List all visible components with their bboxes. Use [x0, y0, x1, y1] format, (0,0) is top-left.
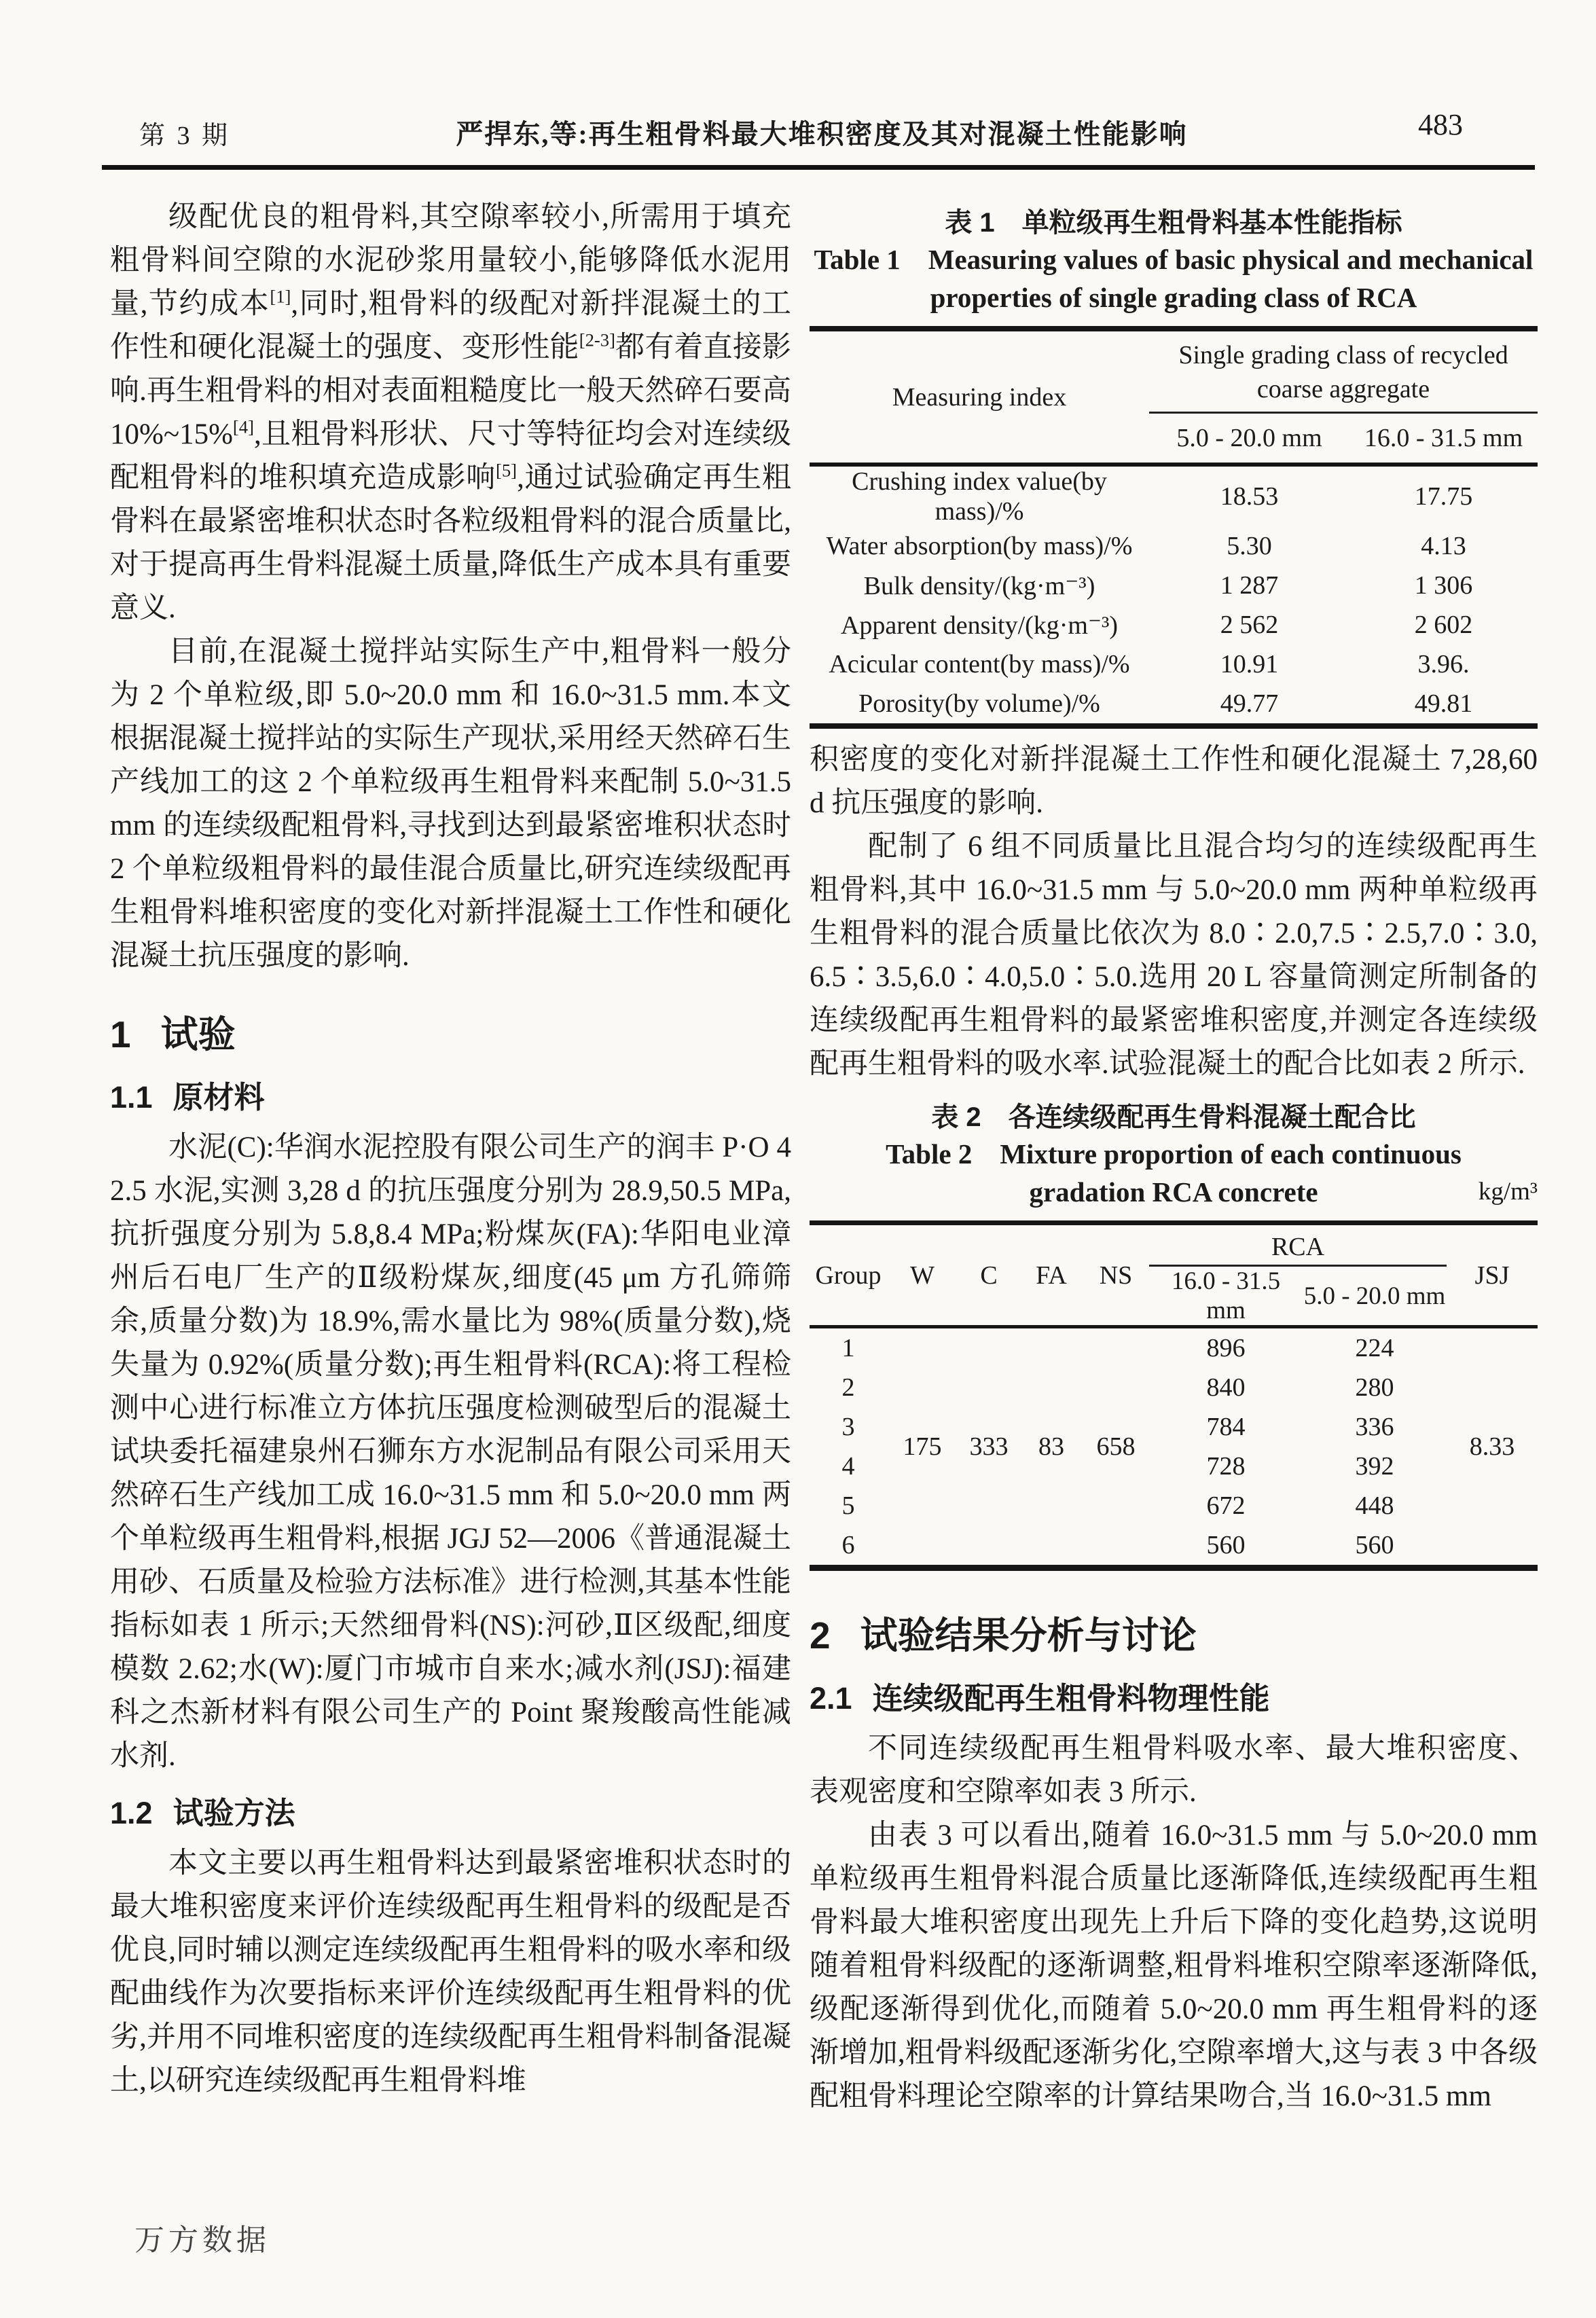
table2-caption-en-line1: Table 2 Mixture proportion of each continuous — [886, 1138, 1462, 1170]
table-cell-shared-ns: 658 — [1096, 1432, 1136, 1461]
section-2-heading — [810, 1614, 1538, 1656]
table-cell-rca1: 896 — [1206, 1334, 1246, 1362]
paragraph-continuation: 积密度的变化对新拌混凝土工作性和硬化混凝土 7,28,60 d 抗压强度的影响. — [810, 744, 1538, 819]
section-title: 原材料 — [173, 1080, 265, 1115]
table-cell-rca2: 560 — [1355, 1531, 1394, 1559]
section-2-1-heading — [810, 1680, 1538, 1718]
table-cell-value: 5.30 — [1227, 532, 1272, 560]
table-cell-rca1: 672 — [1206, 1491, 1246, 1520]
table2-header-rca: RCA — [1149, 1223, 1447, 1266]
table1-header — [810, 329, 1538, 465]
table1-header-group: Single grading class of recycled coarse aggregate — [1149, 329, 1538, 413]
table1-subheader-col1: 5.0 - 20.0 mm — [1176, 424, 1322, 452]
paragraph-intro-2: 目前,在混凝土搅拌站实际生产中,粗骨料一般分为 2 个单粒级,即 5.0~20.0 mm 和 16.0~31.5 mm.本文根据混凝土搅拌站的实际生产现状,采用经天然碎石生产线加工的这 2 个单粒级再生粗骨料来配制 5.0~31.5 mm 的连续级配粗骨料,寻找到达到最紧密堆积状态时 2 个单粒级粗骨料的最佳混合质量比,研究连续级配再生粗骨料堆积密度的变化对新拌混凝土工作性和硬化混凝土抗压强度的影响. — [110, 636, 791, 972]
section-1-heading — [110, 1013, 791, 1055]
table-cell-rca1: 840 — [1206, 1373, 1246, 1402]
wanfang-watermark: 万方数据 — [134, 2224, 270, 2257]
table-cell-label: Apparent density/(kg·m⁻³) — [840, 611, 1119, 640]
section-title: 试验结果分析与讨论 — [860, 1614, 1197, 1656]
table-cell-rca2: 448 — [1355, 1491, 1394, 1520]
table-cell-value: 2 602 — [1414, 611, 1473, 639]
table1-caption-zh: 表 1 单粒级再生粗骨料基本性能指标 — [945, 208, 1402, 238]
running-title: 严捍东,等:再生粗骨料最大堆积密度及其对混凝土性能影响 — [456, 119, 1188, 149]
section-title: 连续级配再生粗骨料物理性能 — [872, 1681, 1270, 1716]
table-cell-rca1: 728 — [1206, 1452, 1246, 1481]
table2-unit: kg/m³ — [1478, 1178, 1538, 1206]
journal-issue: 第 3 期 — [139, 122, 231, 150]
section-title: 试验 — [160, 1013, 236, 1055]
table-cell-value: 49.77 — [1220, 689, 1279, 718]
table1-caption-en-line2: properties of single grading class of RCA — [930, 282, 1417, 313]
header-rule — [102, 165, 1535, 170]
table2 — [810, 1220, 1538, 1571]
table-row — [810, 566, 1538, 605]
table-row — [810, 1327, 1538, 1369]
table2-subheader-col1: 16.0 - 31.5 mm — [1171, 1267, 1281, 1324]
table-cell-value: 49.81 — [1414, 689, 1473, 718]
table-cell-group: 1 — [841, 1334, 855, 1362]
table2-header-group: Group — [815, 1261, 882, 1290]
table-cell-group: 4 — [841, 1452, 855, 1481]
table-row — [810, 465, 1538, 526]
section-number: 2 — [810, 1614, 831, 1656]
table2-header-ns: NS — [1099, 1261, 1133, 1290]
table-cell-rca2: 280 — [1355, 1373, 1394, 1402]
table-row — [810, 684, 1538, 726]
section-number: 1 — [110, 1013, 131, 1055]
table-cell-value: 4.13 — [1421, 532, 1466, 560]
table2-header-w: W — [910, 1261, 935, 1290]
paragraph-results-2: 由表 3 可以看出,随着 16.0~31.5 mm 与 5.0~20.0 mm 单粒级再生粗骨料混合质量比逐渐降低,连续级配再生粗骨料最大堆积密度出现先上升后下降的变化趋势,这说明随着粗骨料级配的逐渐调整,粗骨料堆积空隙率逐渐降低,级配逐渐得到优化,而随着 5.0~20.0 mm 再生粗骨料的逐渐增加,粗骨料级配逐渐劣化,空隙率增大,这与表 3 中各级配粗骨料理论空隙率的计算结果吻合,当 16.0~31.5 mm — [810, 1819, 1538, 2112]
table1-caption-en-line1: Table 1 Measuring values of basic physical and mechanical — [814, 244, 1534, 275]
right-column — [810, 201, 1538, 2118]
table2-caption-zh: 表 2 各连续级配再生骨料混凝土配合比 — [931, 1102, 1416, 1132]
table-cell-group: 6 — [841, 1531, 855, 1559]
section-1-1-heading — [110, 1079, 791, 1117]
table1-caption-en — [810, 240, 1538, 316]
section-1-2-heading — [110, 1794, 791, 1832]
table-cell-value: 1 287 — [1220, 571, 1279, 600]
table2-header-fa: FA — [1036, 1261, 1067, 1290]
table-cell-shared-jsj: 8.33 — [1469, 1432, 1515, 1461]
section-number: 1.2 — [110, 1796, 153, 1830]
paragraph-mix-ratios: 配制了 6 组不同质量比且混合均匀的连续级配再生粗骨料,其中 16.0~31.5 mm 与 5.0~20.0 mm 两种单粒级再生粗骨料的混合质量比依次为 8.0∶2.0,7.5∶2.5,7.0∶3.0,6.5∶3.5,6.0∶4.0,5.0∶5.0.选用 20 L 容量筒测定所制备的连续级配再生粗骨料的最紧密堆积密度,并测定各连续级配再生粗骨料的吸水率.试验混凝土的配合比如表 2 所示. — [810, 831, 1538, 1080]
table1-header-index: Measuring index — [892, 382, 1067, 412]
table1-subheader-col2: 16.0 - 31.5 mm — [1364, 424, 1523, 452]
section-title: 试验方法 — [173, 1796, 295, 1830]
table-cell-shared-fa: 83 — [1038, 1432, 1064, 1461]
table-cell-label: Crushing index value(by mass)/% — [852, 467, 1107, 526]
table-cell-rca1: 560 — [1206, 1531, 1246, 1559]
table-cell-group: 3 — [841, 1413, 855, 1441]
page-number: 483 — [1418, 108, 1463, 141]
table2-caption-en — [810, 1135, 1538, 1211]
left-column — [110, 196, 791, 2103]
table-cell-value: 2 562 — [1220, 611, 1279, 639]
table-cell-label: Porosity(by volume)/% — [858, 689, 1100, 718]
table-cell-value: 3.96. — [1417, 650, 1470, 678]
table-cell-group: 5 — [841, 1491, 855, 1520]
table-cell-group: 2 — [841, 1373, 855, 1402]
paragraph-results-1: 不同连续级配再生粗骨料吸水率、最大堆积密度、表观密度和空隙率如表 3 所示. — [810, 1733, 1538, 1808]
table-cell-value: 10.91 — [1220, 650, 1279, 678]
paragraph-method: 本文主要以再生粗骨料达到最紧密堆积状态时的最大堆积密度来评价连续级配再生粗骨料的级配是否优良,同时辅以测定连续级配再生粗骨料的吸水率和级配曲线作为次要指标来评价连续级配再生粗骨料的优劣,并用不同堆积密度的连续级配再生粗骨料制备混凝土,以研究连续级配再生粗骨料堆 — [110, 1847, 791, 2097]
table-cell-shared-w: 175 — [903, 1432, 942, 1461]
section-number: 1.1 — [110, 1080, 153, 1115]
table-cell-label: Bulk density/(kg·m⁻³) — [863, 571, 1095, 600]
table-cell-value: 1 306 — [1414, 571, 1473, 600]
table2-header — [810, 1223, 1538, 1327]
table-cell-rca1: 784 — [1206, 1413, 1246, 1441]
section-number: 2.1 — [810, 1681, 852, 1716]
table2-caption-en-line2: gradation RCA concrete — [1029, 1176, 1318, 1208]
table-row — [810, 645, 1538, 684]
table2-header-c: C — [980, 1261, 998, 1290]
table-cell-label: Water absorption(by mass)/% — [826, 532, 1133, 560]
table-row — [810, 605, 1538, 645]
table-cell-shared-c: 333 — [969, 1432, 1009, 1461]
paragraph-intro-1: 级配优良的粗骨料,其空隙率较小,所需用于填充粗骨料间空隙的水泥砂浆用量较小,能够降低水泥用量,节约成本[1],同时,粗骨料的级配对新拌混凝土的工作性和硬化混凝土的强度、变形性能[2-3]都有着直接影响.再生粗骨料的相对表面粗糙度比一般天然碎石要高 10%~15%[4],且粗骨料形状、尺寸等特征均会对连续级配粗骨料的堆积填充造成影响[5],通过试验确定再生粗骨料在最紧密堆积状态时各粒级粗骨料的混合质量比,对于提高再生骨料混凝土质量,降低生产成本具有重要意义. — [110, 201, 792, 624]
paragraph-materials: 水泥(C):华润水泥控股有限公司生产的润丰 P·O 42.5 水泥,实测 3,28 d 的抗压强度分别为 28.9,50.5 MPa,抗折强度分别为 5.8,8.4 MPa;粉煤灰(FA):华阳电业漳州后石电厂生产的Ⅱ级粉煤灰,细度(45 μm 方孔筛筛余,质量分数)为 18.9%,需水量比为 98%(质量分数),烧失量为 0.92%(质量分数);再生粗骨料(RCA):将工程检测中心进行标准立方体抗压强度检测破型后的混凝土试块委托福建泉州石狮东方水泥制品有限公司采用天然碎石生产线加工成 16.0~31.5 mm 和 5.0~20.0 mm 两个单粒级再生粗骨料,根据 JGJ 52—2006《普通混凝土用砂、石质量及检验方法标准》进行检测,其基本性能指标如表 1 所示;天然细骨料(NS):河砂,Ⅱ区级配,细度模数 2.62;水(W):厦门市城市自来水;减水剂(JSJ):福建科之杰新材料有限公司生产的 Point 聚羧酸高性能减水剂. — [110, 1131, 791, 1772]
table2-header-jsj: JSJ — [1474, 1261, 1510, 1290]
table-cell-value: 18.53 — [1220, 482, 1279, 511]
table-cell-rca2: 336 — [1355, 1413, 1394, 1441]
table1 — [810, 326, 1538, 729]
table-row — [810, 526, 1538, 566]
table2-subheader-col2: 5.0 - 20.0 mm — [1303, 1282, 1446, 1310]
table-cell-rca2: 224 — [1355, 1334, 1394, 1362]
table-cell-value: 17.75 — [1414, 482, 1473, 511]
table-cell-rca2: 392 — [1355, 1452, 1394, 1481]
table-cell-label: Acicular content(by mass)/% — [829, 650, 1130, 678]
